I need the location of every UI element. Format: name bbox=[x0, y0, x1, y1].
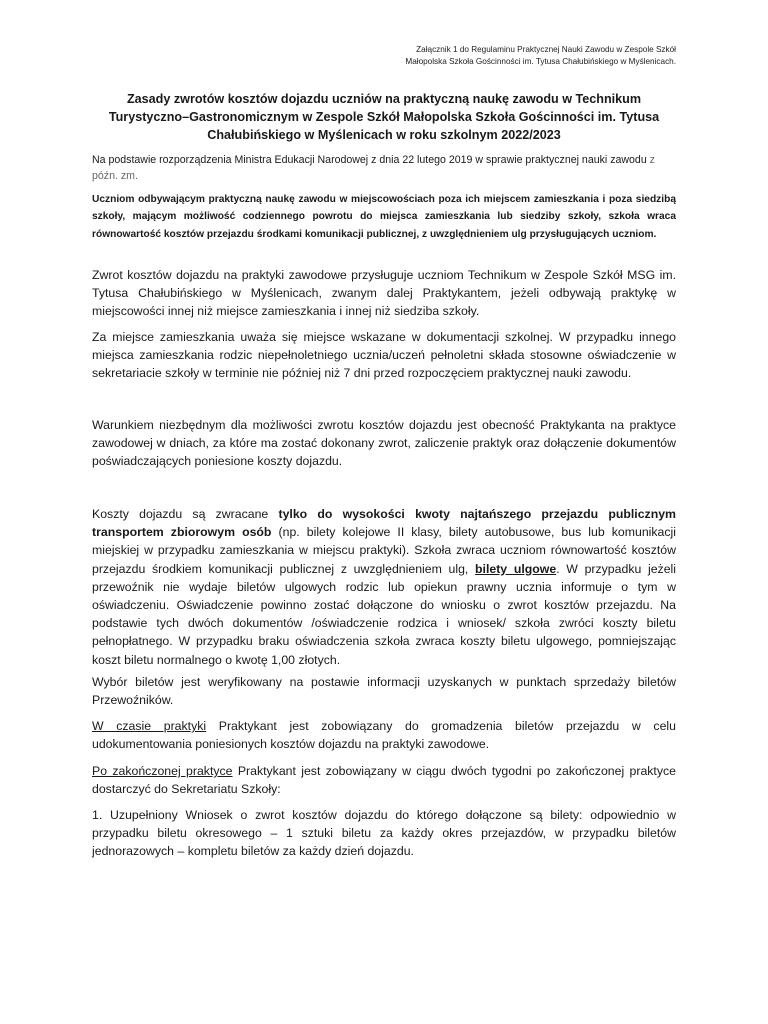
residence-paragraph: Za miejsce zamieszkania uważa się miejsce wskazane w dokumentacji szkolnej. W przypadku innego miejsca zamieszkania rodzic niepełnoletniego ucznia/uczeń pełnoletni składa stosowne oświadczenie w sekretariacie szkoły w terminie nie później niż 7 dni przed rozpoczęciem praktycznej nauki zawodu. bbox=[92, 330, 676, 381]
cost-limit-paragraph bbox=[92, 505, 676, 669]
conditions-paragraph: Warunkiem niezbędnym dla możliwości zwrotu kosztów dojazdu jest obecność Praktykanta na praktyce zawodowej w dniach, za które ma zostać dokonany zwrot, zaliczenie praktyk oraz dołączenie dokumentów poświadczających poniesione koszty dojazdu. bbox=[92, 418, 676, 469]
document-title bbox=[100, 90, 668, 144]
cost-limit-text-a: Koszty dojazdu są zwracane bbox=[92, 507, 279, 521]
during-internship-text: Praktykant jest zobowiązany do gromadzenia biletów przejazdu w celu udokumentowania poniesionych kosztów dojazdu na praktyki zawodowe. bbox=[92, 719, 676, 752]
cost-limit-text-c: (np. bilety kolejowe II klasy, bilety autobusowe, bus lub komunikacji miejskiej w przypadku zamieszkania w miejscu praktyki). Szkoła zwraca uczniom równowartość kosztów przejazdu środkiem komunikacji publicznej z uwzględnieniem ulg, bbox=[92, 525, 676, 576]
attachment-note bbox=[405, 44, 676, 68]
during-internship-paragraph bbox=[92, 717, 676, 753]
legal-basis-paragraph bbox=[92, 152, 676, 184]
required-documents-item-1: 1. Uzupełniony Wniosek o zwrot kosztów dojazdu do którego dołączone są bilety: odpowiednio w przypadku biletu okresowego – 1 sztuki biletu za każdy okres przejazdów, w przypadku biletów jednorazowych – kompletu biletów za każdy dzień dojazdu. bbox=[92, 808, 676, 859]
attachment-note-line-2: Małopolska Szkoła Gościnności im. Tytusa Chałubińskiego w Myślenicach. bbox=[405, 57, 676, 66]
entitlement-paragraph: Uczniom odbywającym praktyczną naukę zawodu w miejscowościach poza ich miejscem zamieszkania i poza siedzibą szkoły, mającym możliwość codziennego powrotu do miejsca zamieszkania lub siedziby szkoły, szkoła wraca równowartość kosztów przejazdu środkami komunikacji publicznej, z uwzględnieniem ulg przysługujących uczniom. bbox=[92, 194, 676, 240]
during-internship-label: W czasie praktyki bbox=[92, 719, 207, 733]
legal-basis-text: Na podstawie rozporządzenia Ministra Edukacji Narodowej z dnia 22 lutego 2019 w sprawie praktycznej nauki zawodu bbox=[92, 154, 647, 166]
title-line-1: Zasady zwrotów kosztów dojazdu uczniów na praktyczną naukę zawodu w Technikum bbox=[126, 92, 642, 106]
cost-limit-text-e: . W przypadku jeżeli przewoźnik nie wydaje biletów ulgowych rodzic lub opiekun prawny ucznia informuje o tym w oświadczeniu. Oświadczenie powinno zostać dołączone do wniosku o zwrot kosztów przejazdu. Na podstawie tych dwóch dokumentów /oświadczenie rodzica i wniosek/ szkoła zwróci koszty biletu pełnopłatnego. W przypadku braku oświadczenia szkoła zwraca koszty biletu ulgowego, pomniejszając koszt biletu normalnego o kwotę 1,00 złotych. bbox=[92, 561, 677, 667]
attachment-note-line-1: Załącznik 1 do Regulaminu Praktycznej Nauki Zawodu w Zespole Szkół bbox=[416, 45, 676, 54]
title-line-2: Turystyczno–Gastronomicznym w Zespole Szkół Małopolska Szkoła Gościnności im. Tytusa bbox=[108, 110, 660, 124]
after-internship-paragraph bbox=[92, 762, 676, 798]
after-internship-text: Praktykant jest zobowiązany w ciągu dwóch tygodni po zakończonej praktyce dostarczyć do Sekretariatu Szkoły: bbox=[92, 764, 676, 797]
after-internship-label: Po zakończonej praktyce bbox=[92, 764, 233, 778]
cost-limit-emphasis: tylko do wysokości kwoty najtańszego przejazdu publicznym transportem zbiorowym osób bbox=[92, 507, 676, 540]
ticket-verification-paragraph: Wybór biletów jest weryfikowany na postawie informacji uzyskanych w punktach sprzedaży biletów Przewoźników. bbox=[92, 675, 676, 708]
eligibility-paragraph: Zwrot kosztów dojazdu na praktyki zawodowe przysługuje uczniom Technikum w Zespole Szkół MSG im. Tytusa Chałubińskiego w Myślenicach, zwanym dalej Praktykantem, jeżeli odbywają praktykę w miejscowości innej niż miejsce zamieszkania i innej niż siedziba szkoły. bbox=[92, 268, 676, 319]
legal-basis-amendments: z późn. zm. bbox=[92, 154, 655, 182]
reduced-tickets-emphasis: bilety ulgowe bbox=[475, 561, 557, 576]
title-line-3: Chałubińskiego w Myślenicach w roku szkolnym 2022/2023 bbox=[207, 128, 561, 142]
